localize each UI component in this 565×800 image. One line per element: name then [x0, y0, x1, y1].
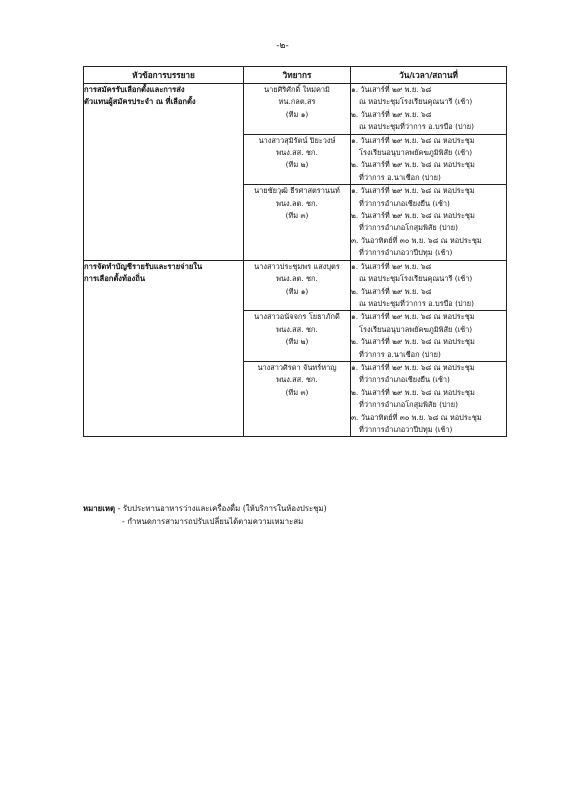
speaker-line: พนง.สส. ชก.	[276, 324, 318, 334]
table-row	[84, 84, 507, 135]
session-line: ๓. วันอาทิตย์ที่ ๓๐ พ.ย. ๖๘ ณ หอประชุม	[351, 412, 482, 422]
session-line: ที่ว่าการอำเภอเชียงยืน (เช้า)	[359, 375, 450, 385]
speaker-cell	[244, 134, 351, 185]
speaker-line: พนง.ลต. ชก.	[276, 274, 318, 284]
session-line: ๑. วันเสาร์ที่ ๒๙ พ.ย. ๖๘ ณ หอประชุม	[351, 186, 475, 196]
speaker-cell	[244, 185, 351, 260]
session-line: ณ หอประชุมที่ว่าการ อ.บรบือ (บ่าย)	[359, 122, 475, 132]
session-line: ๒. วันเสาร์ที่ ๒๙ พ.ย. ๖๘ ณ หอประชุม	[351, 160, 475, 170]
speaker-line: (ทีม ๒)	[285, 160, 309, 170]
session-line: ที่ว่าการอำเภอโกสุมพิสัย (บ่าย)	[359, 223, 459, 233]
speaker-cell	[244, 311, 351, 362]
table-row	[84, 260, 507, 311]
session-line: ๑. วันเสาร์ที่ ๒๙ พ.ย. ๖๘	[351, 261, 432, 271]
session-cell	[351, 134, 507, 185]
session-line: ที่ว่าการอำเภอเชียงยืน (เช้า)	[359, 198, 450, 208]
session-cell	[351, 361, 507, 436]
note-line: - รับประทานอาหารว่างและเครื่องดื่ม (ให้บริการในห้องประชุม)	[117, 504, 327, 513]
speaker-line: นางสาวสุมิรัตน์ ปิยะวงษ์	[258, 135, 336, 145]
speaker-line: นางสาวศิรดา จันทร์หาญ	[257, 362, 337, 372]
speaker-line: (ทีม ๑)	[285, 109, 309, 119]
session-line: ๑. วันเสาร์ที่ ๒๙ พ.ย. ๖๘ ณ หอประชุม	[351, 135, 475, 145]
table-body	[84, 84, 507, 437]
speaker-cell	[244, 361, 351, 436]
speaker-line: นายศิริศักดิ์ ใหม่คามิ	[264, 85, 330, 94]
session-line: ๒. วันเสาร์ที่ ๒๙ พ.ย. ๖๘	[351, 286, 432, 296]
table-header-row	[84, 67, 507, 84]
speaker-line: พนง.ลต. ชก.	[276, 198, 318, 208]
session-line: ที่ว่าการ อ.นาเชือก (บ่าย)	[359, 172, 441, 182]
speaker-line: (ทีม ๓)	[285, 211, 309, 221]
session-line: ณ หอประชุมที่ว่าการ อ.บรบือ (บ่าย)	[359, 298, 475, 308]
speaker-cell	[244, 84, 351, 135]
session-line: ณ หอประชุมโรงเรียนคุณนารี (เช้า)	[359, 274, 473, 284]
session-cell	[351, 311, 507, 362]
session-line: ๒. วันเสาร์ที่ ๒๙ พ.ย. ๖๘ ณ หอประชุม	[351, 337, 475, 347]
session-line: ๒. วันเสาร์ที่ ๒๙ พ.ย. ๖๘ ณ หอประชุม	[351, 387, 475, 397]
session-line: ๑. วันเสาร์ที่ ๒๙ พ.ย. ๖๘	[351, 85, 432, 94]
session-line: ณ หอประชุมโรงเรียนคุณนารี (เช้า)	[359, 97, 473, 107]
notes-label: หมายเหตุ	[83, 504, 116, 513]
speaker-line: (ทีม ๓)	[285, 387, 309, 397]
speaker-line: หน.กลต.สร	[278, 97, 316, 107]
note-line: - กำหนดการสามารถปรับเปลี่ยนได้ตามความเหมาะสม	[122, 517, 304, 526]
speaker-cell	[244, 260, 351, 311]
notes-block	[83, 502, 327, 528]
session-line: ที่ว่าการอำเภอวาปีปทุม (เช้า)	[359, 424, 453, 434]
speaker-line: นายชัยวุฒิ ธีรศาสตรานนท์	[254, 186, 340, 196]
speaker-line: พนง.สส. ชก.	[276, 148, 318, 158]
session-line: ๑. วันเสาร์ที่ ๒๙ พ.ย. ๖๘ ณ หอประชุม	[351, 312, 475, 322]
topic-cell	[84, 84, 244, 261]
speaker-line: (ทีม ๒)	[285, 337, 309, 347]
speaker-line: พนง.สส. ชก.	[276, 375, 318, 385]
session-line: โรงเรียนอนุบาลพยัคฆภูมิพิสัย (เช้า)	[359, 324, 473, 334]
session-line: ที่ว่าการ อ.นาเชือก (บ่าย)	[359, 349, 441, 359]
topic-line: การสมัครรับเลือกตั้งและการส่ง	[84, 85, 185, 94]
topic-line: การจัดทำบัญชีรายรับและรายจ่ายใน	[84, 261, 203, 271]
session-cell	[351, 260, 507, 311]
header-topic: หัวข้อการบรรยาย	[84, 67, 244, 84]
session-line: ๓. วันอาทิตย์ที่ ๓๐ พ.ย. ๖๘ ณ หอประชุม	[351, 235, 482, 245]
topic-line: ตัวแทนผู้สมัครประจำ ณ ที่เลือกตั้ง	[84, 97, 196, 106]
session-line: ๒. วันเสาร์ที่ ๒๙ พ.ย. ๖๘ ณ หอประชุม	[351, 211, 475, 221]
speaker-line: (ทีม ๑)	[285, 286, 309, 296]
session-line: ที่ว่าการอำเภอวาปีปทุม (เช้า)	[359, 248, 453, 258]
speaker-line: นางสาวประชุมพร แสงบุตร	[254, 261, 340, 271]
session-line: ๑. วันเสาร์ที่ ๒๙ พ.ย. ๖๘ ณ หอประชุม	[351, 362, 475, 372]
topic-line: การเลือกตั้งท้องถิ่น	[84, 273, 146, 283]
header-datetime-venue: วัน/เวลา/สถานที่	[351, 67, 507, 84]
session-line: ที่ว่าการอำเภอโกสุมพิสัย (บ่าย)	[359, 400, 459, 410]
session-cell	[351, 185, 507, 260]
header-speaker: วิทยากร	[244, 67, 351, 84]
schedule-table	[83, 66, 507, 437]
session-cell	[351, 84, 507, 135]
topic-cell	[84, 260, 244, 437]
session-line: ๒. วันเสาร์ที่ ๒๙ พ.ย. ๖๘	[351, 109, 432, 119]
page-number: -๒-	[276, 41, 289, 51]
session-line: โรงเรียนอนุบาลพยัคฆภูมิพิสัย (เช้า)	[359, 148, 473, 158]
speaker-line: นางสาวอนัจจกร โยธาภักดี	[254, 312, 340, 322]
